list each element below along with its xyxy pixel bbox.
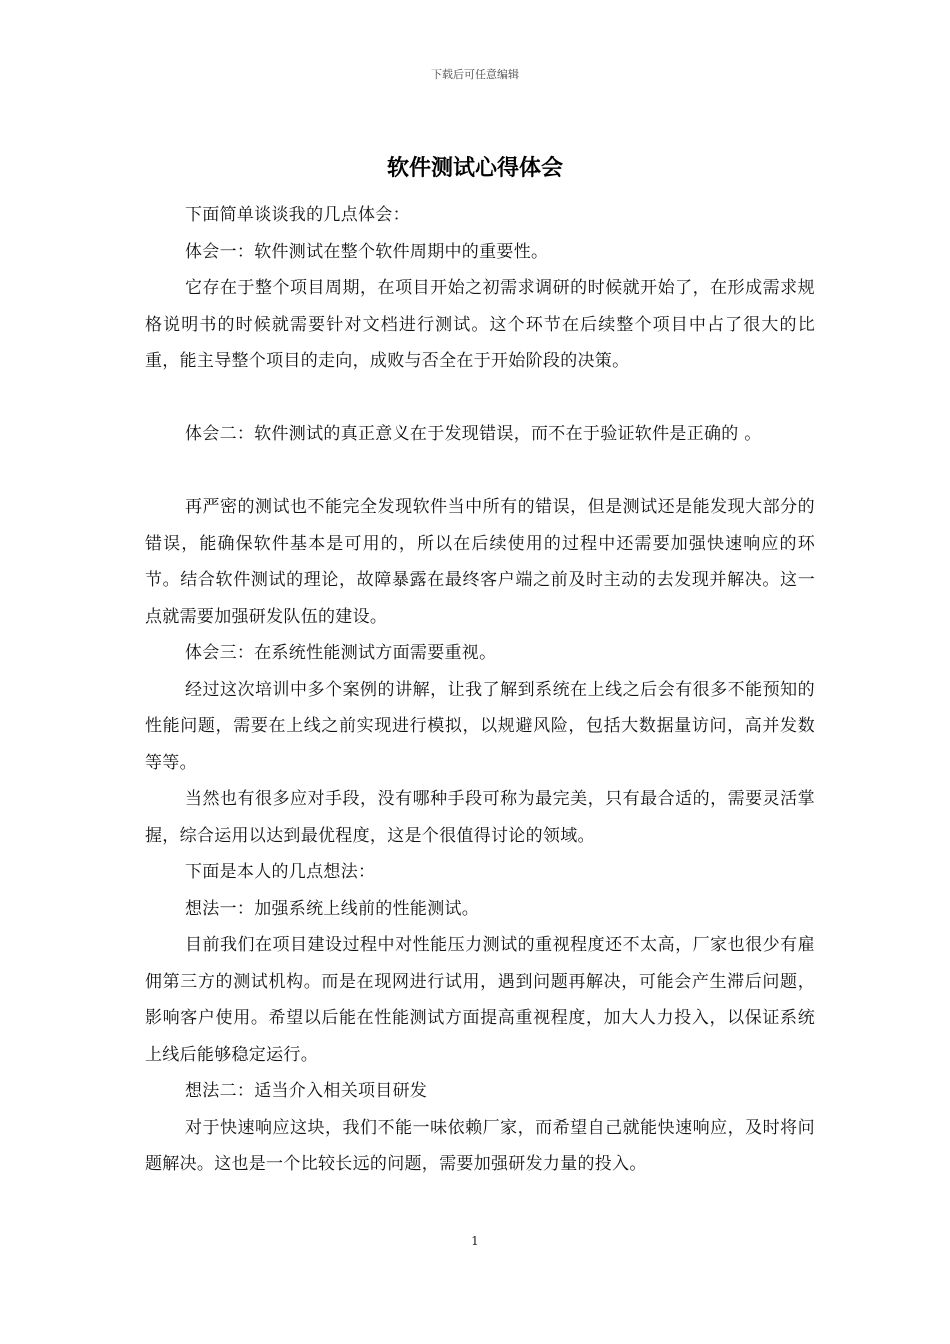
document-title: 软件测试心得体会: [386, 156, 563, 181]
paragraph-insight-1-heading: 体会一：软件测试在整个软件周期中的重要性。: [185, 241, 549, 262]
paragraph-insight-2-heading: 体会二：软件测试的真正意义在于发现错误，而不在于验证软件是正确的 。: [185, 424, 762, 444]
paragraph-ideas-intro: 下面是本人的几点想法：: [185, 862, 376, 882]
document-body: [145, 197, 815, 1183]
paragraph-intro: 下面简单谈谈我的几点体会：: [185, 205, 410, 225]
paragraph-insight-2-body: 再严密的测试也不能完全发现软件当中所有的错误，但是测试还是能发现大部分的错误，能确保软件基本是可用的，所以在后续使用的过程中还需要加强快速响应的环节。结合软件测试的理论，故障暴露在最终客户端之前及时主动的去发现并解决。这一点就需要加强研发队伍的建设。: [145, 497, 815, 627]
page-number: 1: [471, 1234, 479, 1248]
paragraph-insight-3-note: 当然也有很多应对手段，没有哪种手段可称为最完美，只有最合适的，需要灵活掌握，综合运用以达到最优程度，这是个很值得讨论的领域。: [145, 789, 815, 846]
paragraph-idea-2-heading: 想法二：适当介入相关项目研发: [185, 1081, 428, 1101]
blank-line: [145, 380, 815, 417]
paragraph-insight-3-heading: 体会三：在系统性能测试方面需要重视。: [185, 643, 497, 663]
blank-line: [145, 453, 815, 490]
paragraph-idea-1-heading: 想法一：加强系统上线前的性能测试。: [185, 898, 480, 919]
paragraph-idea-1-body: 目前我们在项目建设过程中对性能压力测试的重视程度还不太高，厂家也很少有雇佣第三方的测试机构。而是在现网进行试用，遇到问题再解决，可能会产生滞后问题，影响客户使用。希望以后能在性能测试方面提高重视程度，加大人力投入，以保证系统上线后能够稳定运行。: [145, 935, 815, 1065]
paragraph-idea-2-body: 对于快速响应这块，我们不能一味依赖厂家，而希望自己就能快速响应，及时将问题解决。这也是一个比较长远的问题，需要加强研发力量的投入。: [145, 1117, 815, 1174]
paragraph-insight-3-body: 经过这次培训中多个案例的讲解，让我了解到系统在上线之后会有很多不能预知的性能问题，需要在上线之前实现进行模拟，以规避风险，包括大数据量访问，高并发数等等。: [145, 679, 815, 773]
paragraph-insight-1-body: 它存在于整个项目周期，在项目开始之初需求调研的时候就开始了，在形成需求规格说明书的时候就需要针对文档进行测试。这个环节在后续整个项目中占了很大的比重，能主导整个项目的走向，成败与否全在于开始阶段的决策。: [145, 278, 815, 371]
page-header: 下载后可任意编辑: [431, 68, 519, 81]
